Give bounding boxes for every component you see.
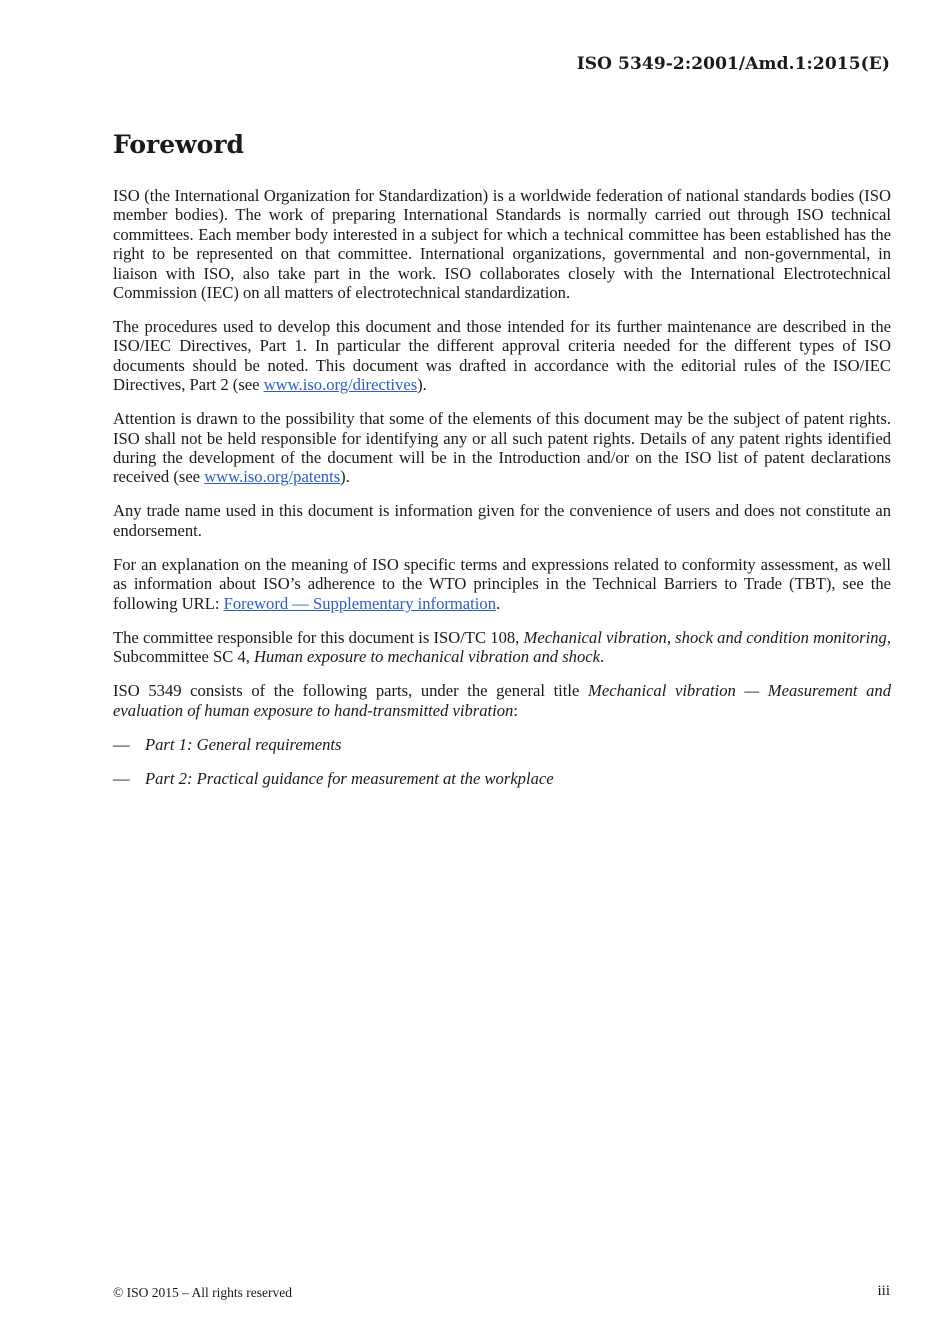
list-item-part-1 — [113, 735, 891, 754]
page-number: iii — [877, 1283, 890, 1299]
paragraph-text: The committee responsible for this document is ISO/TC 108, — [113, 627, 524, 647]
paragraph-conformity — [113, 555, 891, 613]
paragraph-text: The procedures used to develop this document and those intended for its further maintenance are described in the ISO/IEC Directives, Part 1. In particular the different approval criteria needed for the different types of ISO documents should be noted. This document was drafted in accordance with the editorial rules of the ISO/IEC Directives, Part 2 (see — [113, 317, 891, 395]
paragraph-text: For an explanation on the meaning of ISO specific terms and expressions related to conformity assessment, as well as information about ISO’s adherence to the WTO principles in the Technical Barriers to Trade (TBT), see the following URL: — [113, 554, 891, 613]
paragraph-text: Attention is drawn to the possibility that some of the elements of this document may be the subject of patent rights. ISO shall not be held responsible for identifying any or all such patent rights. Details of any patent rights identified during the development of the document will be in the Introduction and/or on the ISO list of patent declarations received (see — [113, 409, 891, 487]
part-1-title: Part 1: General requirements — [145, 734, 342, 754]
paragraph-text-end: . — [496, 593, 501, 613]
committee-title: Mechanical vibration, shock and condition monitoring — [523, 627, 887, 647]
directives-link[interactable]: www.iso.org/directives — [263, 375, 418, 395]
paragraph-iso-intro: ISO (the International Organization for Standardization) is a worldwide federation of national standards bodies (ISO member bodies). The work of preparing International Standards is normally carried out through ISO technical committees. Each member body interested in a subject for which a technical committee has been established has the right to be represented on that committee. International organizations, governmental and non-governmental, in liaison with ISO, also take part in the work. ISO collaborates closely with the International Electrotechnical Commission (IEC) on all matters of electrotechnical standardization. — [113, 186, 891, 303]
paragraph-procedures — [113, 317, 891, 395]
page-title: Foreword — [113, 130, 244, 159]
subcommittee-title: Human exposure to mechanical vibration and shock — [254, 647, 600, 667]
general-title: Mechanical vibration — Measurement and evaluation of human exposure to hand-transmitted vibration — [113, 681, 892, 720]
paragraph-text-end: ). — [340, 467, 350, 487]
patents-link[interactable]: www.iso.org/patents — [204, 467, 341, 487]
paragraph-text-end: . — [600, 647, 605, 667]
list-dash: — — [113, 734, 130, 754]
part-2-title: Part 2: Practical guidance for measurement at the workplace — [145, 768, 554, 788]
paragraph-committee — [113, 628, 891, 667]
paragraph-text: , Subcommittee SC 4, — [113, 627, 892, 667]
list-dash: — — [113, 768, 130, 788]
paragraph-parts — [113, 681, 891, 720]
paragraph-trade-name: Any trade name used in this document is information given for the convenience of users and does not constitute an endorsement. — [113, 501, 891, 540]
supplementary-info-link[interactable]: Foreword — Supplementary information — [223, 593, 496, 613]
foreword-body — [113, 186, 891, 803]
list-item-part-2 — [113, 769, 891, 788]
paragraph-text: ISO 5349 consists of the following parts, under the general title — [113, 681, 589, 701]
paragraph-text-end: ). — [417, 375, 427, 395]
document-identifier: ISO 5349-2:2001/Amd.1:2015(E) — [576, 54, 890, 74]
copyright-notice: © ISO 2015 – All rights reserved — [113, 1285, 292, 1300]
paragraph-patents — [113, 409, 891, 487]
paragraph-text-end: : — [513, 700, 518, 720]
